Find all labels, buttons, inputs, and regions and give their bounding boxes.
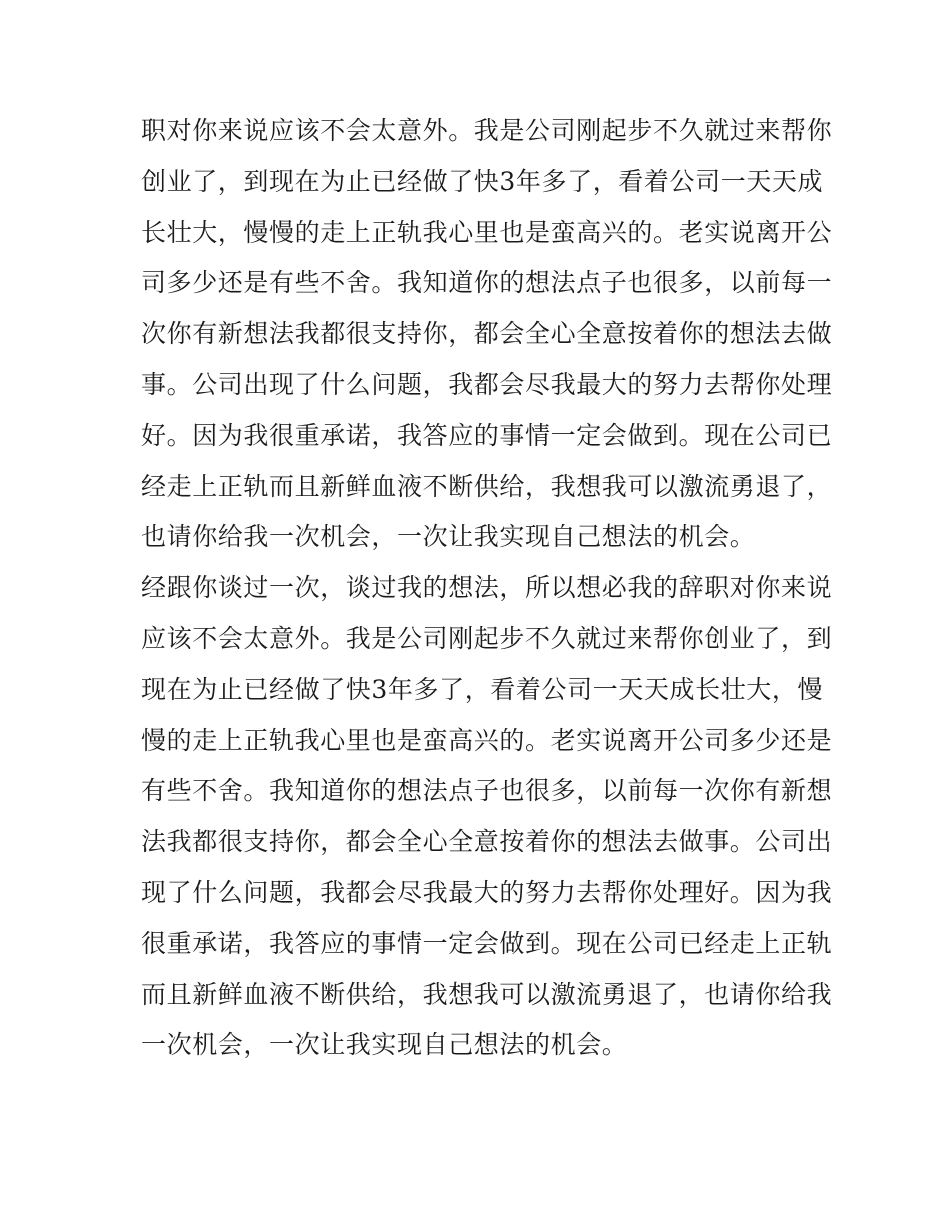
text-line: 很重承诺，我答应的事情一定会做到。现在公司已经走上正轨 bbox=[141, 928, 833, 958]
text-line: 而且新鲜血液不断供给，我想我可以激流勇退了，也请你给我 bbox=[141, 979, 833, 1009]
document-body bbox=[141, 106, 833, 1071]
text-line: 经跟你谈过一次，谈过我的想法，所以想必我的辞职对你来说 bbox=[141, 573, 833, 603]
text-line: 长壮大，慢慢的走上正轨我心里也是蛮高兴的。老实说离开公 bbox=[141, 217, 833, 247]
text-line: 现在为止已经做了快3年多了，看着公司一天天成长壮大，慢 bbox=[141, 674, 824, 704]
paragraph-2 bbox=[141, 563, 833, 1071]
text-line: 慢的走上正轨我心里也是蛮高兴的。老实说离开公司多少还是 bbox=[141, 725, 833, 755]
text-line: 次你有新想法我都很支持你，都会全心全意按着你的想法去做 bbox=[141, 319, 833, 349]
text-line: 职对你来说应该不会太意外。我是公司刚起步不久就过来帮你 bbox=[141, 116, 833, 145]
text-line: 事。公司出现了什么问题，我都会尽我最大的努力去帮你处理 bbox=[141, 369, 833, 399]
paragraph-1 bbox=[141, 106, 833, 563]
text-line: 经走上正轨而且新鲜血液不断供给，我想我可以激流勇退了， bbox=[141, 471, 833, 501]
text-line: 好。因为我很重承诺，我答应的事情一定会做到。现在公司已 bbox=[141, 420, 833, 450]
text-line: 一次机会，一次让我实现自己想法的机会。 bbox=[141, 1030, 628, 1060]
text-line: 法我都很支持你，都会全心全意按着你的想法去做事。公司出 bbox=[141, 827, 833, 857]
text-line: 有些不舍。我知道你的想法点子也很多，以前每一次你有新想 bbox=[141, 776, 833, 806]
text-line: 创业了，到现在为止已经做了快3年多了，看着公司一天天成 bbox=[141, 166, 824, 196]
text-line: 也请你给我一次机会，一次让我实现自己想法的机会。 bbox=[141, 522, 756, 552]
text-line: 现了什么问题，我都会尽我最大的努力去帮你处理好。因为我 bbox=[141, 877, 833, 907]
text-line: 司多少还是有些不舍。我知道你的想法点子也很多，以前每一 bbox=[141, 268, 833, 298]
text-line: 应该不会太意外。我是公司刚起步不久就过来帮你创业了，到 bbox=[141, 623, 833, 653]
